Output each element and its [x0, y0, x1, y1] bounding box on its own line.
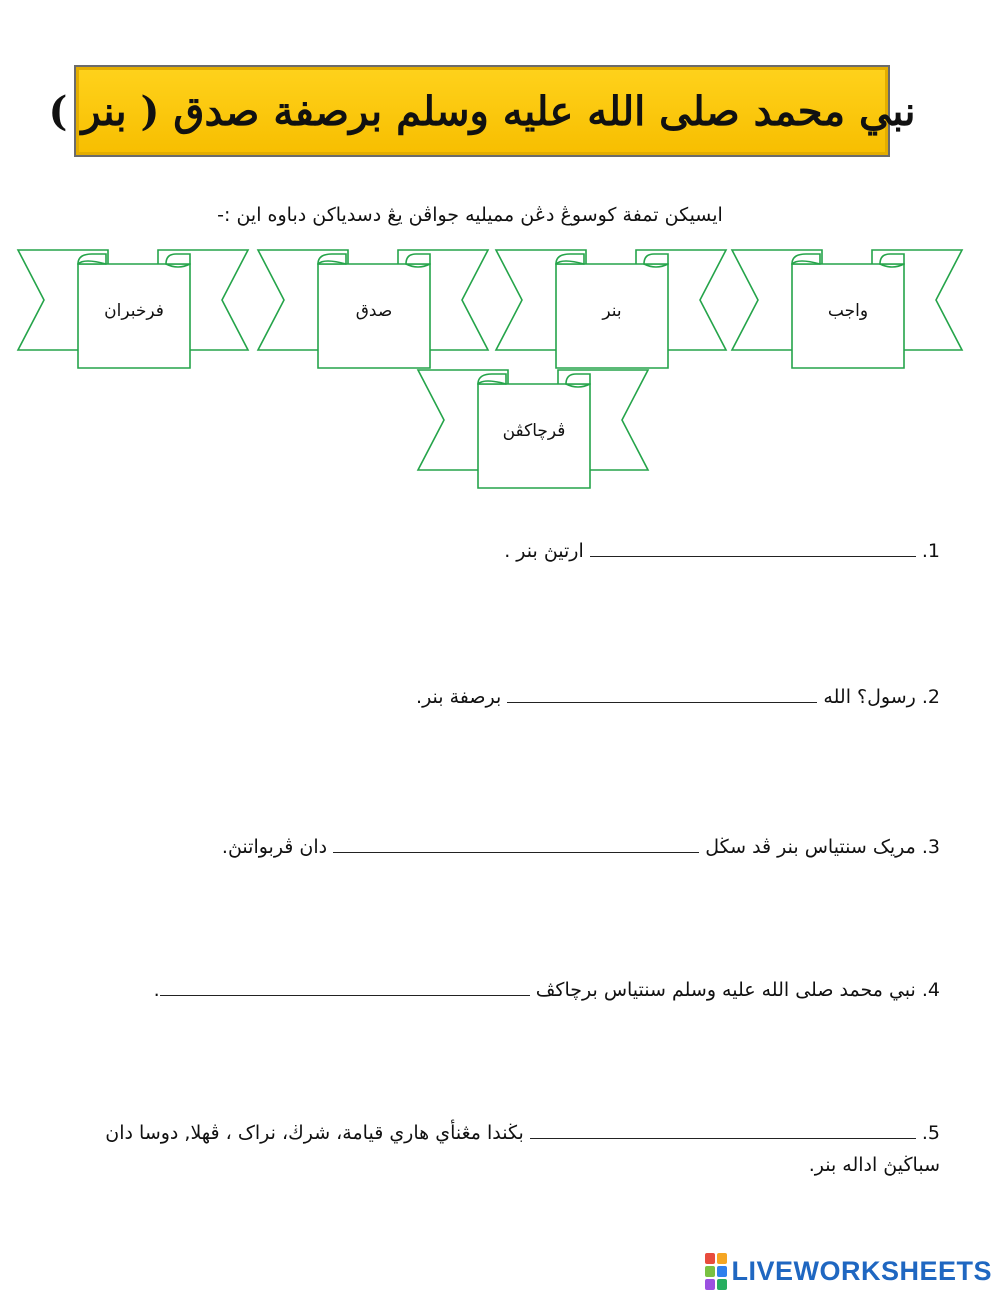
question-2: 2. رسول؟ الله برصفة بنر.	[416, 686, 940, 708]
logo-block	[717, 1279, 727, 1290]
word-banner-label: صدق	[355, 301, 393, 321]
word-banner-4	[18, 250, 248, 368]
worksheet-title-box	[48, 65, 916, 157]
liveworksheets-logo: LIVEWORKSHEETS	[705, 1256, 992, 1286]
word-banner-3	[258, 250, 488, 368]
word-bank	[0, 240, 1000, 500]
question-5: 5. بڬندا مڠنأي هاري قيامة، شرڬ، نراک ، ڤهلا, دوسا دان سباڬيڽ اداله بنر.	[105, 1122, 940, 1176]
word-banner-label: بنر	[602, 301, 622, 321]
word-banner-label: فرخبران	[104, 301, 164, 321]
answer-blank-4[interactable]	[160, 977, 530, 996]
logo-block	[705, 1266, 715, 1277]
answer-blank-1[interactable]	[590, 538, 916, 557]
logo-block	[717, 1266, 727, 1277]
answer-blank-2[interactable]	[507, 684, 817, 703]
word-banner-label: ڤرچاكڤن	[502, 421, 566, 441]
worksheet-title: نبي محمد صلى الله عليه وسلم برصفة صدق ( بنر )	[48, 87, 916, 135]
question-1: 1. ارتيڽ بنر .	[504, 540, 940, 562]
logo-blocks-icon	[705, 1253, 727, 1290]
logo-block	[705, 1279, 715, 1290]
answer-blank-5[interactable]	[530, 1120, 916, 1139]
word-banner-1	[732, 250, 962, 368]
question-3: 3. مريک سنتياس بنر ڤد سڬل دان ڤربواتنڽ.	[221, 836, 940, 858]
logo-block	[717, 1253, 727, 1264]
word-banner-label: واجب	[827, 301, 869, 321]
question-4: 4. نبي محمد صلى الله عليه وسلم سنتياس برچاكڤ .	[153, 979, 940, 1001]
answer-blank-3[interactable]	[333, 834, 699, 853]
word-banner-5	[418, 370, 648, 488]
instruction-text: ايسيكن تمفة كوسوڠ دڠن مميليه جواڤن يڠ دسدياكن دباوه اين :-	[217, 204, 723, 226]
word-banner-2	[496, 250, 726, 368]
logo-block	[705, 1253, 715, 1264]
